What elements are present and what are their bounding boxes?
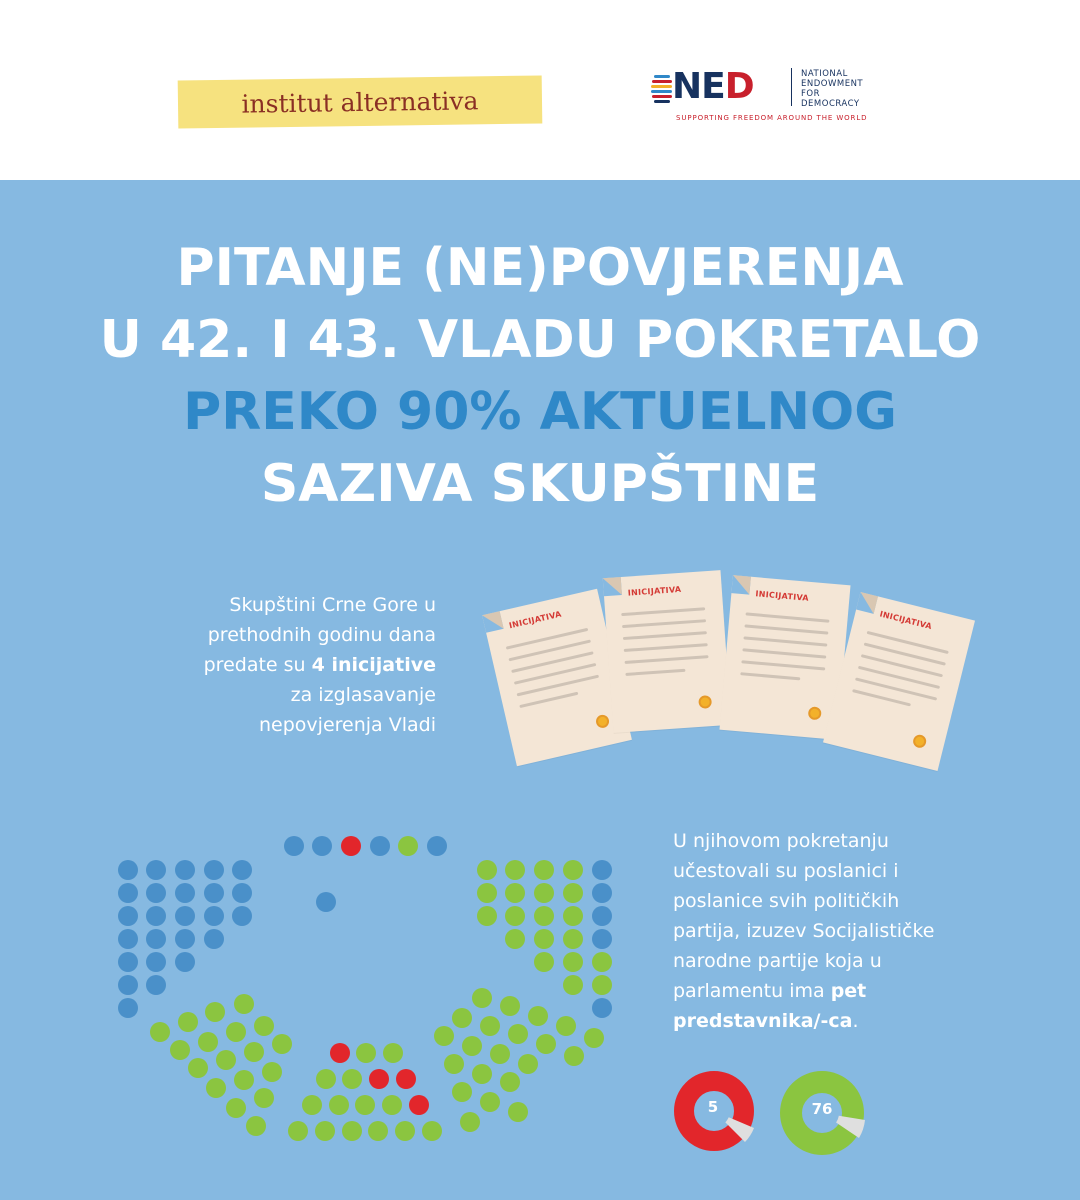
text-line bbox=[855, 677, 937, 700]
institut-alternativa-logo bbox=[178, 75, 543, 128]
parliament-seat bbox=[395, 1121, 415, 1141]
parliament-seat bbox=[477, 906, 497, 926]
ned-letter-d: D bbox=[724, 66, 754, 107]
para-line bbox=[673, 1006, 1003, 1036]
parliament-seat bbox=[480, 1016, 500, 1036]
initiative-document bbox=[603, 570, 732, 733]
ned-name-line: DEMOCRACY bbox=[801, 99, 860, 109]
text-line bbox=[742, 648, 826, 658]
seal-icon bbox=[698, 695, 712, 709]
text-line bbox=[861, 654, 943, 677]
text-line bbox=[864, 642, 946, 665]
intro-line: prethodnih godinu dana bbox=[207, 624, 436, 646]
text-line bbox=[506, 628, 589, 650]
red-donut-value: 5 bbox=[707, 1098, 719, 1116]
green-donut-value: 76 bbox=[811, 1100, 833, 1118]
parliament-seat bbox=[315, 1121, 335, 1141]
parliament-seat bbox=[302, 1095, 322, 1115]
parliament-seat bbox=[422, 1121, 442, 1141]
ia-logo-text: institut alternativa bbox=[241, 85, 479, 119]
text-line bbox=[622, 619, 706, 628]
participation-text bbox=[673, 826, 1003, 1036]
text-line bbox=[624, 643, 708, 652]
text-line bbox=[621, 607, 705, 616]
parliament-seat bbox=[534, 860, 554, 880]
text-line bbox=[519, 692, 578, 708]
ned-wordmark bbox=[650, 66, 754, 108]
parliament-seat bbox=[254, 1088, 274, 1108]
parliament-seat bbox=[518, 1054, 538, 1074]
parliament-seat bbox=[234, 994, 254, 1014]
parliament-seat bbox=[232, 860, 252, 880]
parliament-seat bbox=[508, 1102, 528, 1122]
parliament-seat bbox=[204, 906, 224, 926]
parliament-seat bbox=[118, 883, 138, 903]
parliament-seat bbox=[118, 998, 138, 1018]
parliament-seat bbox=[216, 1050, 236, 1070]
parliament-seat bbox=[508, 1024, 528, 1044]
parliament-seat bbox=[592, 929, 612, 949]
ned-name-line: NATIONAL bbox=[801, 69, 848, 79]
parliament-seat bbox=[150, 1022, 170, 1042]
ned-letter-n: N bbox=[672, 66, 702, 107]
page-fold bbox=[603, 577, 622, 596]
text-line bbox=[867, 631, 949, 654]
parliament-seat bbox=[118, 929, 138, 949]
parliament-seat bbox=[452, 1082, 472, 1102]
text-line bbox=[743, 636, 827, 646]
parliament-seat bbox=[528, 1006, 548, 1026]
parliament-seat bbox=[272, 1034, 292, 1054]
parliament-seat bbox=[396, 1069, 416, 1089]
ned-tagline: SUPPORTING FREEDOM AROUND THE WORLD bbox=[676, 114, 868, 122]
parliament-seat bbox=[534, 883, 554, 903]
parliament-seat bbox=[175, 952, 195, 972]
parliament-seating-chart bbox=[110, 830, 630, 1150]
parliament-seat bbox=[409, 1095, 429, 1115]
parliament-seat bbox=[534, 906, 554, 926]
parliament-seat bbox=[118, 860, 138, 880]
parliament-seat bbox=[592, 998, 612, 1018]
parliament-seat bbox=[175, 906, 195, 926]
headline bbox=[0, 232, 1080, 520]
parliament-seat bbox=[477, 883, 497, 903]
para-line-text: . bbox=[852, 1010, 859, 1032]
header bbox=[0, 0, 1080, 180]
parliament-seat bbox=[500, 996, 520, 1016]
parliament-seat bbox=[427, 836, 447, 856]
text-line bbox=[625, 655, 709, 664]
parliament-seat bbox=[592, 952, 612, 972]
seal-icon bbox=[808, 706, 822, 720]
parliament-seat bbox=[505, 906, 525, 926]
parliament-seat bbox=[556, 1016, 576, 1036]
para-line: partija, izuzev Socijalističke bbox=[673, 920, 935, 942]
parliament-seat bbox=[563, 883, 583, 903]
text-line bbox=[623, 631, 707, 640]
parliament-seat bbox=[592, 883, 612, 903]
parliament-seat bbox=[369, 1069, 389, 1089]
para-line: U njihovom pokretanju bbox=[673, 830, 889, 852]
parliament-seat bbox=[460, 1112, 480, 1132]
parliament-seat bbox=[534, 929, 554, 949]
page-fold bbox=[731, 575, 751, 595]
parliament-seat bbox=[146, 952, 166, 972]
document-label: INICIJATIVA bbox=[627, 584, 682, 598]
headline-line-3-highlight: PREKO 90% AKTUELNOG bbox=[183, 382, 897, 442]
parliament-seat bbox=[342, 1121, 362, 1141]
seal-icon bbox=[912, 733, 928, 749]
parliament-seat bbox=[226, 1098, 246, 1118]
text-line bbox=[744, 624, 828, 634]
parliament-seat bbox=[262, 1062, 282, 1082]
parliament-seat bbox=[434, 1026, 454, 1046]
parliament-seat bbox=[146, 860, 166, 880]
ned-letter-e: E bbox=[701, 66, 725, 107]
para-line: učestovali su poslanici i bbox=[673, 860, 899, 882]
parliament-seat bbox=[205, 1002, 225, 1022]
parliament-seat bbox=[206, 1078, 226, 1098]
intro-line-text: predate su bbox=[203, 654, 312, 676]
ned-divider bbox=[791, 68, 792, 106]
parliament-seat bbox=[563, 952, 583, 972]
parliament-seat bbox=[563, 975, 583, 995]
parliament-seat bbox=[341, 836, 361, 856]
seal-icon bbox=[595, 714, 611, 730]
parliament-seat bbox=[178, 1012, 198, 1032]
headline-line-1: PITANJE (NE)POVJERENJA bbox=[176, 238, 904, 298]
headline-line-2: U 42. I 43. VLADU POKRETALO bbox=[99, 310, 981, 370]
parliament-seat bbox=[584, 1028, 604, 1048]
parliament-seat bbox=[563, 929, 583, 949]
parliament-seat bbox=[472, 988, 492, 1008]
parliament-seat bbox=[534, 952, 554, 972]
parliament-seat bbox=[118, 906, 138, 926]
parliament-seat bbox=[118, 952, 138, 972]
para-bold: predstavnika/-ca bbox=[673, 1010, 853, 1032]
parliament-seat bbox=[398, 836, 418, 856]
intro-line: za izglasavanje bbox=[290, 684, 436, 706]
parliament-seat bbox=[490, 1044, 510, 1064]
parliament-seat bbox=[472, 1064, 492, 1084]
para-line bbox=[673, 976, 1003, 1006]
para-line: narodne partije koja u bbox=[673, 950, 882, 972]
para-line-text: parlamentu ima bbox=[673, 980, 831, 1002]
parliament-seat bbox=[505, 883, 525, 903]
parliament-seat bbox=[254, 1016, 274, 1036]
parliament-seat bbox=[175, 860, 195, 880]
parliament-seat bbox=[232, 883, 252, 903]
text-line bbox=[746, 612, 830, 622]
text-line bbox=[625, 669, 685, 676]
parliament-seat bbox=[368, 1121, 388, 1141]
parliament-seat bbox=[204, 929, 224, 949]
parliament-seat bbox=[329, 1095, 349, 1115]
parliament-seat bbox=[312, 836, 332, 856]
parliament-seat bbox=[226, 1022, 246, 1042]
initiative-documents bbox=[480, 560, 980, 790]
parliament-seat bbox=[505, 860, 525, 880]
parliament-seat bbox=[284, 836, 304, 856]
parliament-seat bbox=[175, 883, 195, 903]
parliament-seat bbox=[500, 1072, 520, 1092]
parliament-seat bbox=[383, 1043, 403, 1063]
document-label: INICIJATIVA bbox=[878, 609, 933, 632]
intro-line: nepovjerenja Vladi bbox=[259, 714, 436, 736]
parliament-seat bbox=[146, 975, 166, 995]
parliament-seat bbox=[175, 929, 195, 949]
headline-line-4: SAZIVA SKUPŠTINE bbox=[260, 454, 820, 514]
parliament-seat bbox=[444, 1054, 464, 1074]
parliament-seat bbox=[342, 1069, 362, 1089]
parliament-seat bbox=[234, 1070, 254, 1090]
parliament-seat bbox=[204, 883, 224, 903]
ned-globe-icon bbox=[650, 69, 672, 105]
intro-text bbox=[120, 590, 436, 740]
initiatives-count: 4 inicijative bbox=[311, 654, 436, 676]
parliament-seat bbox=[462, 1036, 482, 1056]
parliament-seat bbox=[563, 906, 583, 926]
intro-line bbox=[120, 650, 436, 680]
parliament-seat bbox=[592, 906, 612, 926]
text-line bbox=[740, 672, 800, 680]
parliament-seat bbox=[170, 1040, 190, 1060]
parliament-seat bbox=[316, 1069, 336, 1089]
parliament-seat bbox=[480, 1092, 500, 1112]
para-line: poslanice svih političkih bbox=[673, 890, 900, 912]
page-fold bbox=[856, 592, 878, 614]
document-label: INICIJATIVA bbox=[755, 589, 810, 603]
parliament-seat bbox=[382, 1095, 402, 1115]
parliament-seat bbox=[452, 1008, 472, 1028]
ned-name-line: ENDOWMENT bbox=[801, 79, 864, 89]
parliament-seat bbox=[188, 1058, 208, 1078]
text-line bbox=[741, 660, 825, 670]
document-label: INICIJATIVA bbox=[508, 609, 563, 631]
parliament-seat bbox=[316, 892, 336, 912]
parliament-seat bbox=[563, 860, 583, 880]
parliament-seat bbox=[244, 1042, 264, 1062]
parliament-seat bbox=[204, 860, 224, 880]
para-bold: pet bbox=[830, 980, 867, 1002]
parliament-seat bbox=[198, 1032, 218, 1052]
ned-full-name bbox=[801, 69, 901, 109]
parliament-seat bbox=[592, 860, 612, 880]
page-fold bbox=[482, 611, 504, 633]
parliament-seat bbox=[477, 860, 497, 880]
parliament-seat bbox=[232, 906, 252, 926]
parliament-seat bbox=[356, 1043, 376, 1063]
parliament-seat bbox=[118, 975, 138, 995]
parliament-seat bbox=[505, 929, 525, 949]
parliament-seat bbox=[288, 1121, 308, 1141]
parliament-seat bbox=[146, 883, 166, 903]
parliament-seat bbox=[330, 1043, 350, 1063]
ned-logo bbox=[650, 66, 890, 126]
text-line bbox=[858, 666, 940, 689]
parliament-seat bbox=[536, 1034, 556, 1054]
parliament-seat bbox=[564, 1046, 584, 1066]
ned-name-line: FOR bbox=[801, 89, 820, 99]
parliament-seat bbox=[146, 906, 166, 926]
parliament-seat bbox=[592, 975, 612, 995]
intro-line: Skupštini Crne Gore u bbox=[229, 594, 436, 616]
parliament-seat bbox=[355, 1095, 375, 1115]
parliament-seat bbox=[246, 1116, 266, 1136]
parliament-seat bbox=[370, 836, 390, 856]
parliament-seat bbox=[146, 929, 166, 949]
